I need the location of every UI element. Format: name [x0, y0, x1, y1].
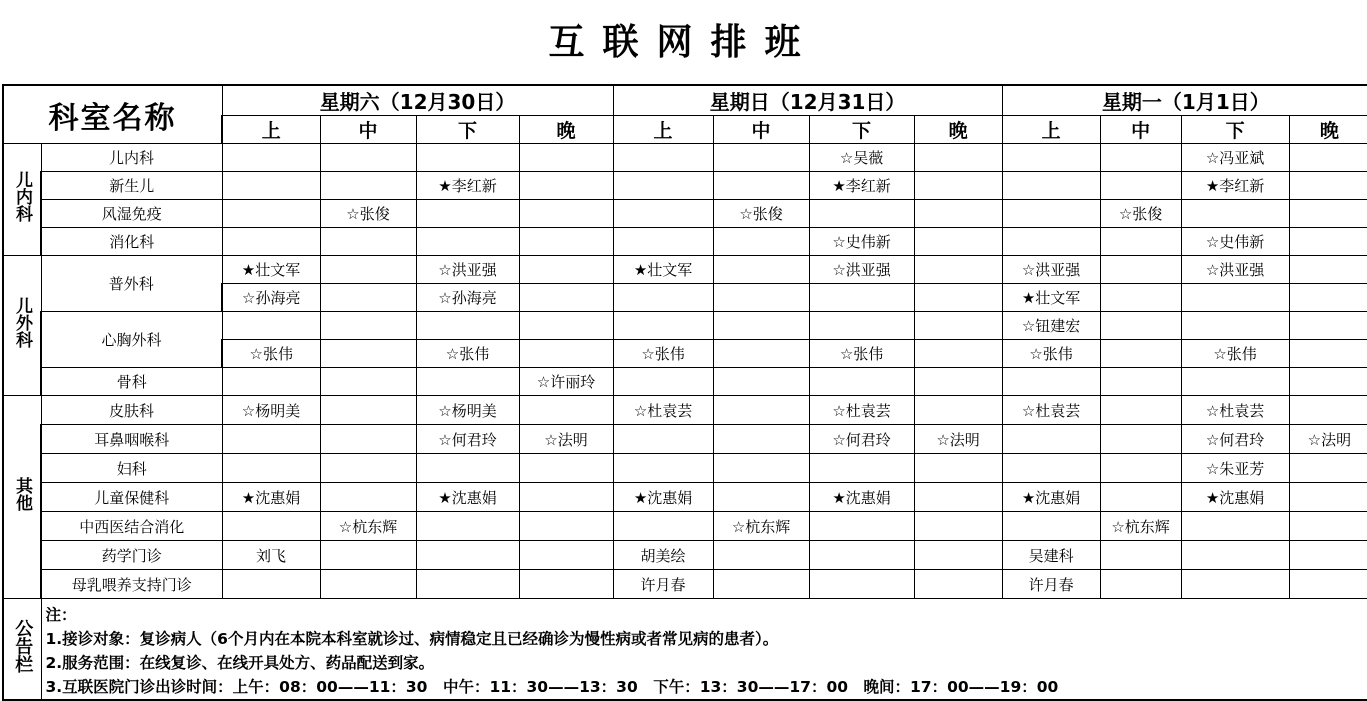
- schedule-cell: ☆张俊: [1100, 200, 1181, 228]
- schedule-cell: [320, 454, 416, 483]
- schedule-cell: [416, 512, 519, 541]
- schedule-cell: [320, 483, 416, 512]
- schedule-cell: ☆张伟: [1181, 340, 1289, 368]
- schedule-cell: [519, 454, 613, 483]
- schedule-cell: [416, 368, 519, 396]
- schedule-cell: [613, 200, 713, 228]
- group-label-text: 其他: [10, 477, 34, 511]
- schedule-cell: [809, 454, 914, 483]
- schedule-cell: ☆史伟新: [1181, 228, 1289, 256]
- schedule-cell: [320, 396, 416, 425]
- schedule-cell: [809, 541, 914, 570]
- schedule-cell: [1289, 200, 1367, 228]
- notice-label-text: 公告栏: [10, 619, 34, 673]
- table-row: [3, 483, 1367, 512]
- schedule-cell: [914, 284, 1002, 312]
- group-label: [3, 256, 41, 396]
- schedule-cell: [1002, 454, 1100, 483]
- schedule-cell: [519, 284, 613, 312]
- schedule-cell: [1289, 512, 1367, 541]
- table-row: [3, 144, 1367, 172]
- notice-label: [3, 599, 41, 701]
- schedule-cell: [1289, 483, 1367, 512]
- schedule-cell: [320, 541, 416, 570]
- schedule-cell: ★壮文军: [1002, 284, 1100, 312]
- table-row: [3, 200, 1367, 228]
- schedule-cell: ☆杭东辉: [1100, 512, 1181, 541]
- schedule-cell: [416, 570, 519, 599]
- schedule-cell: [613, 368, 713, 396]
- schedule-cell: [519, 172, 613, 200]
- schedule-cell: 胡美绘: [613, 541, 713, 570]
- schedule-cell: ☆张伟: [613, 340, 713, 368]
- schedule-cell: ☆法明: [1289, 425, 1367, 454]
- schedule-cell: [519, 340, 613, 368]
- schedule-cell: [713, 425, 809, 454]
- slot-header: 中: [1100, 116, 1181, 144]
- schedule-cell: [914, 256, 1002, 284]
- schedule-cell: [1181, 312, 1289, 340]
- schedule-cell: [222, 368, 320, 396]
- schedule-cell: [713, 172, 809, 200]
- schedule-cell: [1100, 368, 1181, 396]
- schedule-cell: ☆张俊: [713, 200, 809, 228]
- schedule-cell: [809, 200, 914, 228]
- schedule-cell: [1289, 284, 1367, 312]
- schedule-cell: [416, 228, 519, 256]
- table-row: [3, 454, 1367, 483]
- schedule-cell: [809, 512, 914, 541]
- schedule-cell: [613, 312, 713, 340]
- table-row: [3, 396, 1367, 425]
- schedule-cell: ☆杨明美: [222, 396, 320, 425]
- schedule-cell: [713, 144, 809, 172]
- schedule-cell: ☆杜袁芸: [809, 396, 914, 425]
- schedule-cell: [222, 144, 320, 172]
- schedule-cell: [713, 483, 809, 512]
- schedule-cell: [519, 570, 613, 599]
- schedule-cell: [1100, 144, 1181, 172]
- schedule-cell: [613, 512, 713, 541]
- schedule-cell: [1100, 454, 1181, 483]
- slot-header: 中: [320, 116, 416, 144]
- schedule-cell: [713, 340, 809, 368]
- day-header: 星期一（1月1日）: [1002, 85, 1367, 116]
- schedule-cell: [222, 172, 320, 200]
- schedule-cell: [1181, 200, 1289, 228]
- schedule-cell: ★李红新: [809, 172, 914, 200]
- schedule-cell: [1002, 425, 1100, 454]
- schedule-cell: ☆洪亚强: [416, 256, 519, 284]
- schedule-cell: [1002, 368, 1100, 396]
- schedule-cell: [914, 228, 1002, 256]
- dept-name: 儿童保健科: [41, 483, 222, 512]
- schedule-cell: ☆杭东辉: [320, 512, 416, 541]
- schedule-cell: [914, 144, 1002, 172]
- schedule-cell: [519, 228, 613, 256]
- schedule-cell: ☆洪亚强: [809, 256, 914, 284]
- schedule-cell: [320, 172, 416, 200]
- schedule-cell: [1289, 312, 1367, 340]
- slot-header: 下: [809, 116, 914, 144]
- schedule-cell: [1181, 541, 1289, 570]
- schedule-cell: [713, 454, 809, 483]
- schedule-cell: ☆杜袁芸: [1181, 396, 1289, 425]
- schedule-cell: ☆法明: [519, 425, 613, 454]
- group-label: [3, 144, 41, 256]
- schedule-cell: [519, 541, 613, 570]
- notice-row: [3, 599, 1367, 701]
- dept-name: 骨科: [41, 368, 222, 396]
- notice-line: 1.接诊对象：复诊病人（6个月内在本院本科室就诊过、病情稳定且已经确诊为慢性病或者常见病的患者）。: [46, 627, 1367, 651]
- schedule-body: [3, 85, 1367, 700]
- schedule-cell: [1181, 368, 1289, 396]
- schedule-cell: [519, 256, 613, 284]
- schedule-cell: ★沈惠娟: [809, 483, 914, 512]
- schedule-cell: [809, 312, 914, 340]
- schedule-cell: [809, 570, 914, 599]
- header-row-days: [3, 85, 1367, 116]
- schedule-cell: [713, 396, 809, 425]
- schedule-cell: [914, 454, 1002, 483]
- schedule-cell: 刘飞: [222, 541, 320, 570]
- schedule-cell: [1181, 284, 1289, 312]
- schedule-cell: [713, 570, 809, 599]
- schedule-cell: [519, 144, 613, 172]
- schedule-cell: [320, 228, 416, 256]
- notice-content: [41, 599, 1367, 701]
- schedule-cell: [914, 483, 1002, 512]
- schedule-cell: [914, 396, 1002, 425]
- dept-name: 消化科: [41, 228, 222, 256]
- schedule-cell: [1100, 541, 1181, 570]
- schedule-cell: [1289, 541, 1367, 570]
- schedule-cell: [519, 483, 613, 512]
- schedule-cell: [416, 144, 519, 172]
- schedule-cell: [809, 284, 914, 312]
- notice-line: 2.服务范围：在线复诊、在线开具处方、药品配送到家。: [46, 651, 1367, 675]
- schedule-cell: [1181, 512, 1289, 541]
- group-label: [3, 396, 41, 599]
- schedule-cell: [1289, 340, 1367, 368]
- schedule-cell: ☆孙海亮: [416, 284, 519, 312]
- dept-name: 风湿免疫: [41, 200, 222, 228]
- schedule-cell: [1002, 512, 1100, 541]
- schedule-cell: [713, 228, 809, 256]
- slot-header: 下: [1181, 116, 1289, 144]
- schedule-cell: [1289, 144, 1367, 172]
- schedule-cell: ☆张伟: [1002, 340, 1100, 368]
- table-row: [3, 368, 1367, 396]
- slot-header: 晚: [914, 116, 1002, 144]
- schedule-cell: [1100, 570, 1181, 599]
- schedule-cell: ★沈惠娟: [613, 483, 713, 512]
- schedule-cell: [809, 368, 914, 396]
- schedule-cell: [1002, 228, 1100, 256]
- dept-name: 皮肤科: [41, 396, 222, 425]
- dept-name: 心胸外科: [41, 312, 222, 368]
- schedule-cell: [1289, 256, 1367, 284]
- schedule-cell: ★壮文军: [613, 256, 713, 284]
- schedule-cell: ★李红新: [1181, 172, 1289, 200]
- schedule-cell: [519, 312, 613, 340]
- schedule-cell: ☆洪亚强: [1002, 256, 1100, 284]
- schedule-cell: [519, 512, 613, 541]
- schedule-cell: [222, 312, 320, 340]
- slot-header: 晚: [1289, 116, 1367, 144]
- schedule-cell: 许月春: [613, 570, 713, 599]
- schedule-cell: ☆何君玲: [1181, 425, 1289, 454]
- slot-header: 中: [713, 116, 809, 144]
- schedule-cell: [222, 200, 320, 228]
- schedule-cell: ★壮文军: [222, 256, 320, 284]
- schedule-cell: [222, 228, 320, 256]
- schedule-cell: [713, 284, 809, 312]
- schedule-cell: [416, 541, 519, 570]
- day-header: 星期六（12月30日）: [222, 85, 613, 116]
- schedule-cell: [320, 570, 416, 599]
- schedule-cell: [1289, 396, 1367, 425]
- schedule-cell: [222, 425, 320, 454]
- schedule-cell: [1289, 172, 1367, 200]
- schedule-cell: [320, 425, 416, 454]
- schedule-cell: ☆何君玲: [809, 425, 914, 454]
- schedule-table: [2, 84, 1367, 701]
- table-row: [3, 570, 1367, 599]
- schedule-cell: ☆冯亚斌: [1181, 144, 1289, 172]
- schedule-cell: [713, 312, 809, 340]
- table-row: [3, 512, 1367, 541]
- dept-name: 妇科: [41, 454, 222, 483]
- schedule-cell: [613, 228, 713, 256]
- schedule-cell: ★沈惠娟: [416, 483, 519, 512]
- schedule-cell: ☆许丽玲: [519, 368, 613, 396]
- schedule-cell: ☆洪亚强: [1181, 256, 1289, 284]
- slot-header: 上: [1002, 116, 1100, 144]
- dept-name: 药学门诊: [41, 541, 222, 570]
- schedule-cell: [713, 368, 809, 396]
- schedule-cell: [320, 340, 416, 368]
- schedule-cell: 吴建科: [1002, 541, 1100, 570]
- schedule-cell: [519, 396, 613, 425]
- dept-name: 中西医结合消化: [41, 512, 222, 541]
- schedule-cell: ☆孙海亮: [222, 284, 320, 312]
- schedule-cell: [1100, 483, 1181, 512]
- schedule-cell: [1100, 284, 1181, 312]
- schedule-cell: [1100, 228, 1181, 256]
- schedule-cell: [320, 312, 416, 340]
- schedule-cell: ☆杭东辉: [713, 512, 809, 541]
- schedule-cell: [1100, 256, 1181, 284]
- page-title: 互联网排班: [0, 14, 1367, 65]
- schedule-cell: [713, 541, 809, 570]
- schedule-cell: [613, 172, 713, 200]
- schedule-cell: [1289, 368, 1367, 396]
- schedule-cell: [222, 570, 320, 599]
- schedule-cell: [320, 368, 416, 396]
- schedule-cell: [914, 570, 1002, 599]
- schedule-cell: [320, 284, 416, 312]
- schedule-cell: ☆吴薇: [809, 144, 914, 172]
- group-label-text: 儿内科: [10, 171, 34, 222]
- dept-name: 儿内科: [41, 144, 222, 172]
- day-header: 星期日（12月31日）: [613, 85, 1002, 116]
- schedule-cell: [914, 312, 1002, 340]
- slot-header: 下: [416, 116, 519, 144]
- schedule-cell: [1100, 172, 1181, 200]
- schedule-cell: [914, 200, 1002, 228]
- schedule-cell: [1289, 570, 1367, 599]
- schedule-cell: ☆张伟: [222, 340, 320, 368]
- schedule-cell: ★沈惠娟: [1002, 483, 1100, 512]
- schedule-cell: ☆朱亚芳: [1181, 454, 1289, 483]
- schedule-cell: [1100, 396, 1181, 425]
- schedule-cell: [320, 144, 416, 172]
- schedule-cell: ☆史伟新: [809, 228, 914, 256]
- slot-header: 上: [222, 116, 320, 144]
- schedule-cell: [1002, 144, 1100, 172]
- schedule-cell: [1100, 312, 1181, 340]
- schedule-cell: [914, 340, 1002, 368]
- table-row: [3, 256, 1367, 284]
- dept-name: 新生儿: [41, 172, 222, 200]
- schedule-cell: [222, 454, 320, 483]
- schedule-cell: ☆张伟: [416, 340, 519, 368]
- schedule-cell: ★李红新: [416, 172, 519, 200]
- table-row: [3, 228, 1367, 256]
- schedule-cell: [613, 284, 713, 312]
- schedule-cell: 许月春: [1002, 570, 1100, 599]
- schedule-cell: [416, 312, 519, 340]
- schedule-cell: [1100, 425, 1181, 454]
- dept-name: 普外科: [41, 256, 222, 312]
- table-row: [3, 425, 1367, 454]
- schedule-cell: [914, 368, 1002, 396]
- schedule-cell: [914, 172, 1002, 200]
- schedule-cell: [1289, 454, 1367, 483]
- schedule-cell: [613, 425, 713, 454]
- schedule-cell: [914, 541, 1002, 570]
- schedule-cell: [914, 512, 1002, 541]
- schedule-cell: ★沈惠娟: [222, 483, 320, 512]
- schedule-cell: [1289, 228, 1367, 256]
- schedule-cell: [1181, 570, 1289, 599]
- dept-name-header: 科室名称: [3, 85, 222, 144]
- group-label-text: 儿外科: [10, 297, 34, 348]
- table-row: [3, 172, 1367, 200]
- slot-header: 晚: [519, 116, 613, 144]
- schedule-cell: ☆法明: [914, 425, 1002, 454]
- schedule-cell: [416, 200, 519, 228]
- slot-header: 上: [613, 116, 713, 144]
- schedule-cell: ☆钮建宏: [1002, 312, 1100, 340]
- table-row: [3, 541, 1367, 570]
- notice-line: 3.互联医院门诊出诊时间：上午：08：00——11：30 中午：11：30——13：30 下午：13：30——17：00 晚间：17：00——19：00: [46, 675, 1367, 699]
- schedule-cell: [416, 454, 519, 483]
- schedule-cell: ☆杜袁芸: [1002, 396, 1100, 425]
- schedule-cell: [222, 512, 320, 541]
- schedule-cell: ★沈惠娟: [1181, 483, 1289, 512]
- schedule-cell: ☆杨明美: [416, 396, 519, 425]
- schedule-cell: [613, 454, 713, 483]
- schedule-cell: ☆张伟: [809, 340, 914, 368]
- dept-name: 耳鼻咽喉科: [41, 425, 222, 454]
- schedule-cell: [519, 200, 613, 228]
- schedule-cell: ☆何君玲: [416, 425, 519, 454]
- schedule-cell: [1002, 200, 1100, 228]
- dept-name: 母乳喂养支持门诊: [41, 570, 222, 599]
- schedule-cell: [320, 256, 416, 284]
- schedule-cell: [613, 144, 713, 172]
- notice-line: 注：: [46, 603, 1367, 627]
- schedule-cell: ☆杜袁芸: [613, 396, 713, 425]
- schedule-cell: [1002, 172, 1100, 200]
- schedule-cell: ☆张俊: [320, 200, 416, 228]
- schedule-cell: [713, 256, 809, 284]
- schedule-cell: [1100, 340, 1181, 368]
- table-row: [3, 312, 1367, 340]
